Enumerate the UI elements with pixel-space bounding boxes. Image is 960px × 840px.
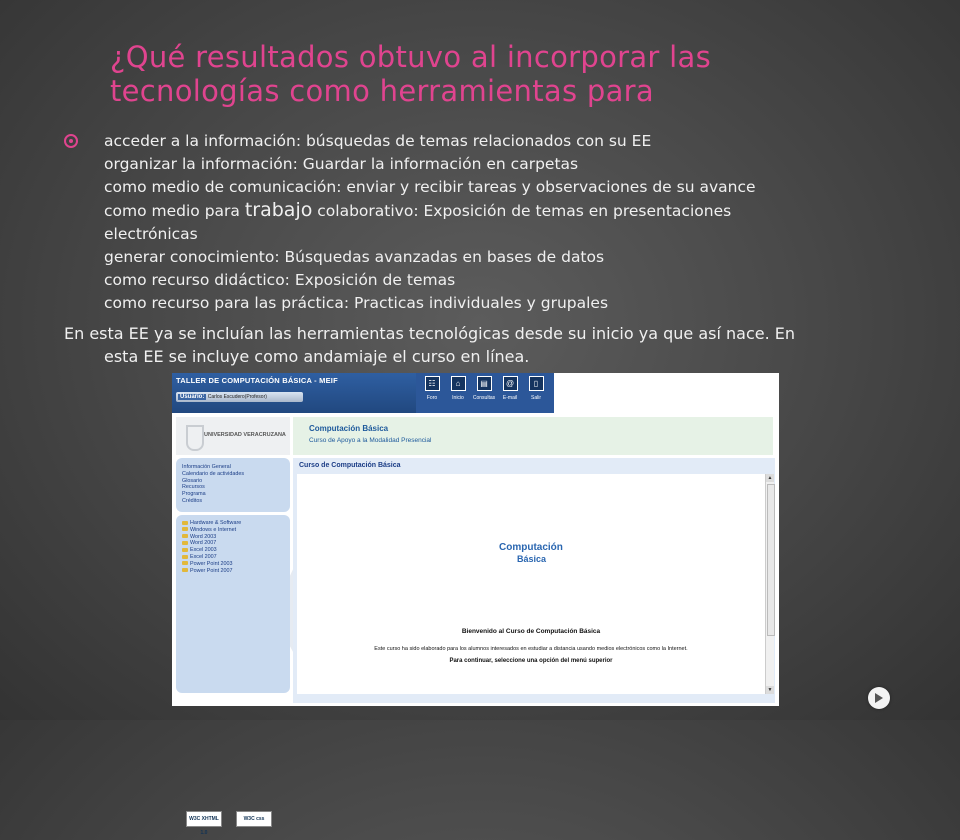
embedded-screenshot [172,373,779,836]
university-u-icon [186,425,204,451]
menu-item[interactable]: Programa [182,491,206,498]
course-content [297,474,765,694]
bullet-text: como medio para [104,202,245,220]
nav-label: Inicio [452,395,464,401]
module-label: Hardware & Software [190,520,242,526]
paragraph-line-2: esta EE se incluye como andamiaje el curso en línea. [104,347,530,366]
course-logo-line-1: Computación [499,542,563,553]
bullet-line: acceder a la información: búsquedas de temas relacionados con su EE [104,132,652,150]
menu-item[interactable]: Recursos [182,484,205,491]
menu-item[interactable]: Información General [182,464,231,470]
scroll-thumb[interactable] [767,484,775,636]
forum-icon: ☷ [425,376,440,391]
nav-inicio[interactable] [446,376,470,410]
info-menu [176,458,290,512]
module-label: Word 2003 [190,533,217,540]
nav-consultas[interactable] [472,376,496,410]
continue-text: Para continuar, seleccione una opción del menú superior [449,658,613,664]
nav-label: Salir [530,395,541,401]
module-label: Windows e Internet [190,526,237,533]
nav-label: Foro [426,395,438,401]
bullet-marker-icon [64,134,78,148]
welcome-text: Bienvenido al Curso de Computación Básica [461,628,601,635]
next-slide-button[interactable] [868,687,890,709]
scroll-down-icon[interactable]: ▼ [767,687,773,693]
menu-item[interactable]: Glosario [182,477,203,484]
module-item[interactable] [176,554,290,561]
module-label: Excel 2003 [190,547,217,554]
bullet-line: como medio de comunicación: enviar y recibir tareas y observaciones de su avance [104,178,756,196]
bullet-text: colaborativo: Exposición de temas en presentaciones [312,202,732,220]
bullet-emphasis: trabajo [244,199,313,221]
module-item[interactable] [176,568,290,575]
home-icon: ⌂ [451,376,466,391]
nav-label: Consultas [472,395,496,401]
folder-icon [182,561,188,565]
folder-icon [182,555,188,559]
module-label: Excel 2007 [190,553,217,560]
user-name: Carlos Escudero(Profesor) [207,394,267,400]
slide-title-line-2: tecnologías como herramientas para [110,74,654,108]
course-header-title: TALLER DE COMPUTACIÓN BÁSICA - MEIF [176,376,338,385]
module-label: Word 2007 [190,540,217,547]
module-label: Power Point 2003 [190,560,233,567]
course-panel-title: Curso de Computación Básica [299,462,401,469]
scrollbar[interactable] [765,474,774,694]
paragraph [64,322,914,368]
bullet-line: organizar la información: Guardar la información en carpetas [104,155,579,173]
module-item[interactable] [176,547,290,554]
course-panel [293,458,775,703]
bullet-line: electrónicas [104,225,198,243]
nav-label: E-mail [502,395,518,401]
folder-icon [182,521,188,525]
modules-menu [176,515,290,836]
w3c-xhtml-badge[interactable]: W3C XHTML 1.0 [186,811,222,827]
folder-icon [182,548,188,552]
course-header [172,373,554,413]
menu-item[interactable]: Créditos [182,497,203,504]
scroll-up-icon[interactable]: ▲ [767,475,773,481]
bullet-list [64,130,904,315]
slide-title [110,40,910,108]
description-text: Este curso ha sido elaborado para los alumnos interesados en estudiar a distancia usando medios electrónicos como la Internet. [374,646,688,652]
module-item[interactable] [176,534,290,541]
bullet-line: como recurso didáctico: Exposición de temas [104,271,456,289]
bullet-line [64,199,904,223]
nav-foro[interactable] [420,376,444,410]
university-logo [176,417,290,455]
bullet-line: como recurso para las práctica: Practicas individuales y grupales [104,294,609,312]
module-item[interactable] [176,561,290,568]
module-item[interactable] [176,540,290,547]
menu-item[interactable]: Calendario de actividades [182,470,245,477]
module-item[interactable] [176,527,290,534]
folder-icon [182,527,188,531]
bullet-line: generar conocimiento: Búsquedas avanzadas en bases de datos [104,248,605,266]
folder-icon [182,568,188,572]
course-nav [416,373,554,413]
folder-icon [182,534,188,538]
email-icon: @ [503,376,518,391]
folder-icon [182,541,188,545]
w3c-css-badge[interactable]: W3C css [236,811,272,827]
module-label: Power Point 2007 [190,567,233,574]
nav-email[interactable] [498,376,522,410]
course-logo-line-2: Básica [517,554,547,564]
slide-title-line-1: ¿Qué resultados obtuvo al incorporar las [110,40,711,74]
banner-title: Computación Básica [309,424,389,433]
banner-subtitle: Curso de Apoyo a la Modalidad Presencial [309,437,432,444]
nav-salir[interactable] [524,376,548,410]
paragraph-line-1: En esta EE ya se incluían las herramientas tecnológicas desde su inicio ya que así nace. En [64,324,796,343]
exit-icon: ▯ [529,376,544,391]
course-banner [293,417,773,455]
university-name: UNIVERSIDAD VERACRUZANA [204,432,286,438]
header-filler [554,373,779,413]
user-label: Usuario: [180,394,205,400]
user-bar [176,392,303,402]
book-icon: ▤ [477,376,492,391]
module-item[interactable] [176,520,290,527]
